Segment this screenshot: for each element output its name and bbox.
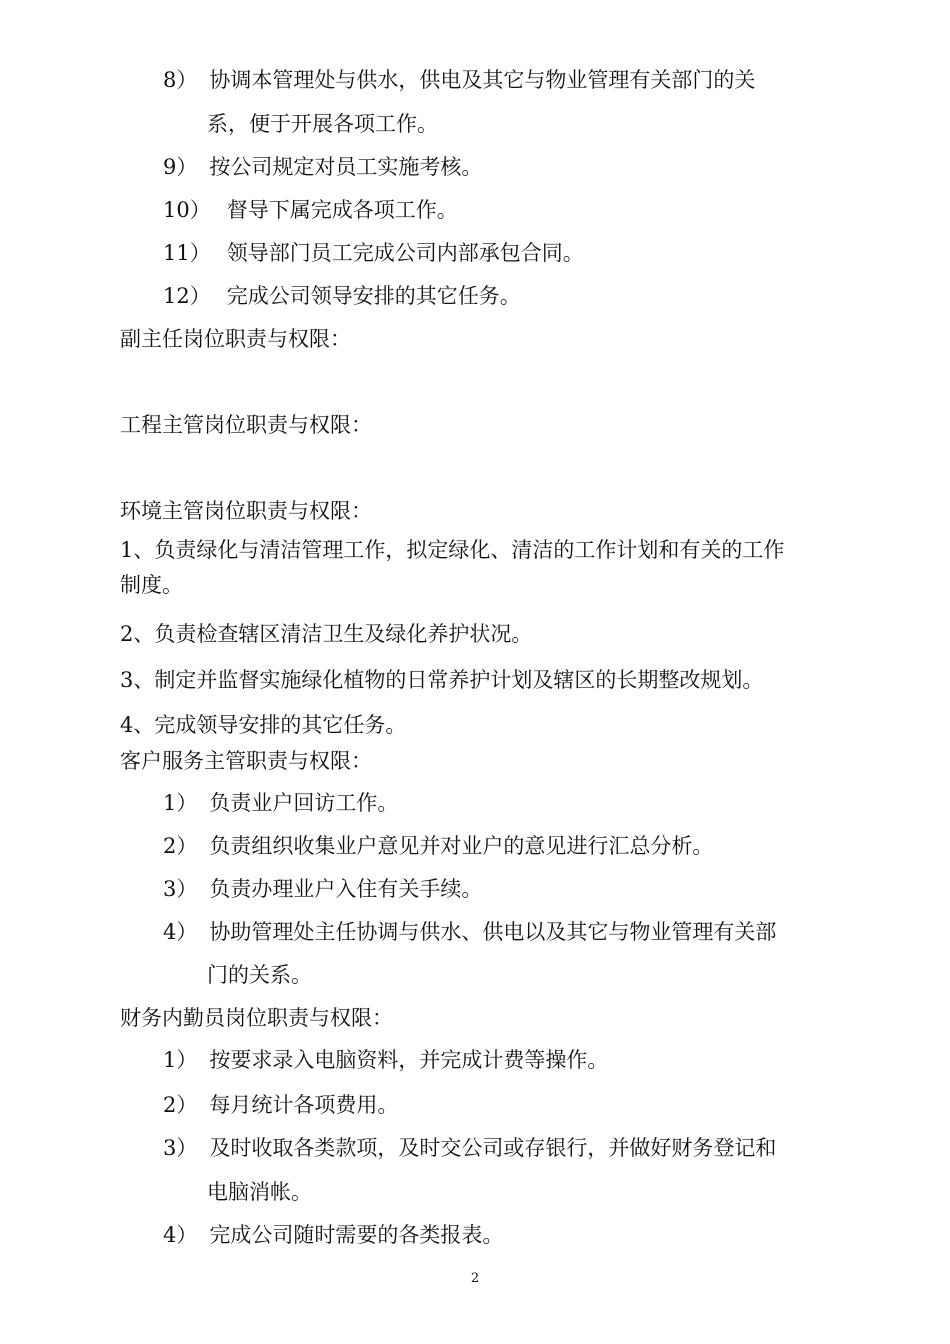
list-item <box>163 918 776 946</box>
list-item: 1、负责绿化与清洁管理工作，拟定绿化、清洁的工作计划和有关的工作 <box>120 538 785 562</box>
item-number: 3） <box>163 1136 198 1160</box>
item-text: 督导下属完成各项工作。 <box>226 198 458 222</box>
list-item <box>163 239 584 267</box>
section-heading-customer-service: 客户服务主管职责与权限： <box>120 749 372 773</box>
page-number: 2 <box>470 1271 480 1286</box>
section-heading-environment-supervisor: 环境主管岗位职责与权限： <box>120 499 372 523</box>
list-item <box>163 153 482 181</box>
list-item-continuation: 电脑消帐。 <box>207 1180 312 1204</box>
item-text: 按公司规定对员工实施考核。 <box>209 155 483 179</box>
item-number: 2） <box>163 834 198 858</box>
item-text: 负责业户回访工作。 <box>209 791 399 815</box>
item-text: 协助管理处主任协调与供水、供电以及其它与物业管理有关部 <box>209 920 777 944</box>
list-item: 3、制定并监督实施绿化植物的日常养护计划及辖区的长期整改规划。 <box>120 668 764 692</box>
item-number: 2） <box>163 1093 198 1117</box>
item-number: 10） <box>163 198 211 222</box>
item-number: 9） <box>163 155 198 179</box>
item-number: 11） <box>163 241 211 265</box>
list-item <box>163 875 482 903</box>
section-heading-finance: 财务内勤员岗位职责与权限： <box>120 1006 393 1030</box>
list-item: 2、负责检查辖区清洁卫生及绿化养护状况。 <box>120 622 533 646</box>
list-item-continuation: 制度。 <box>120 573 183 597</box>
item-number: 8） <box>163 68 198 92</box>
item-number: 1） <box>163 791 198 815</box>
item-number: 4） <box>163 920 198 944</box>
section-heading-engineering-supervisor: 工程主管岗位职责与权限： <box>120 413 372 437</box>
item-text: 及时收取各类款项，及时交公司或存银行，并做好财务登记和 <box>209 1136 777 1160</box>
list-item <box>163 196 458 224</box>
list-item-continuation: 门的关系。 <box>207 963 312 987</box>
list-item <box>163 1046 608 1074</box>
item-number: 1） <box>163 1048 198 1072</box>
item-number: 12） <box>163 284 211 308</box>
list-item-continuation: 系，便于开展各项工作。 <box>207 112 438 136</box>
list-item <box>163 789 398 817</box>
item-text: 负责办理业户入住有关手续。 <box>209 877 483 901</box>
item-text: 按要求录入电脑资料，并完成计费等操作。 <box>209 1048 609 1072</box>
list-item <box>163 1091 398 1119</box>
list-item <box>163 66 755 94</box>
section-heading-deputy-director: 副主任岗位职责与权限： <box>120 327 351 351</box>
item-text: 完成公司随时需要的各类报表。 <box>209 1223 504 1247</box>
item-text: 每月统计各项费用。 <box>209 1093 399 1117</box>
list-item <box>163 832 713 860</box>
list-item <box>163 1134 776 1162</box>
item-number: 4） <box>163 1223 198 1247</box>
list-item <box>163 1221 503 1249</box>
list-item: 4、完成领导安排的其它任务。 <box>120 713 407 737</box>
item-text: 协调本管理处与供水，供电及其它与物业管理有关部门的关 <box>209 68 756 92</box>
item-text: 完成公司领导安排的其它任务。 <box>226 284 521 308</box>
list-item <box>163 282 521 310</box>
item-text: 领导部门员工完成公司内部承包合同。 <box>226 241 584 265</box>
item-text: 负责组织收集业户意见并对业户的意见进行汇总分析。 <box>209 834 714 858</box>
item-number: 3） <box>163 877 198 901</box>
